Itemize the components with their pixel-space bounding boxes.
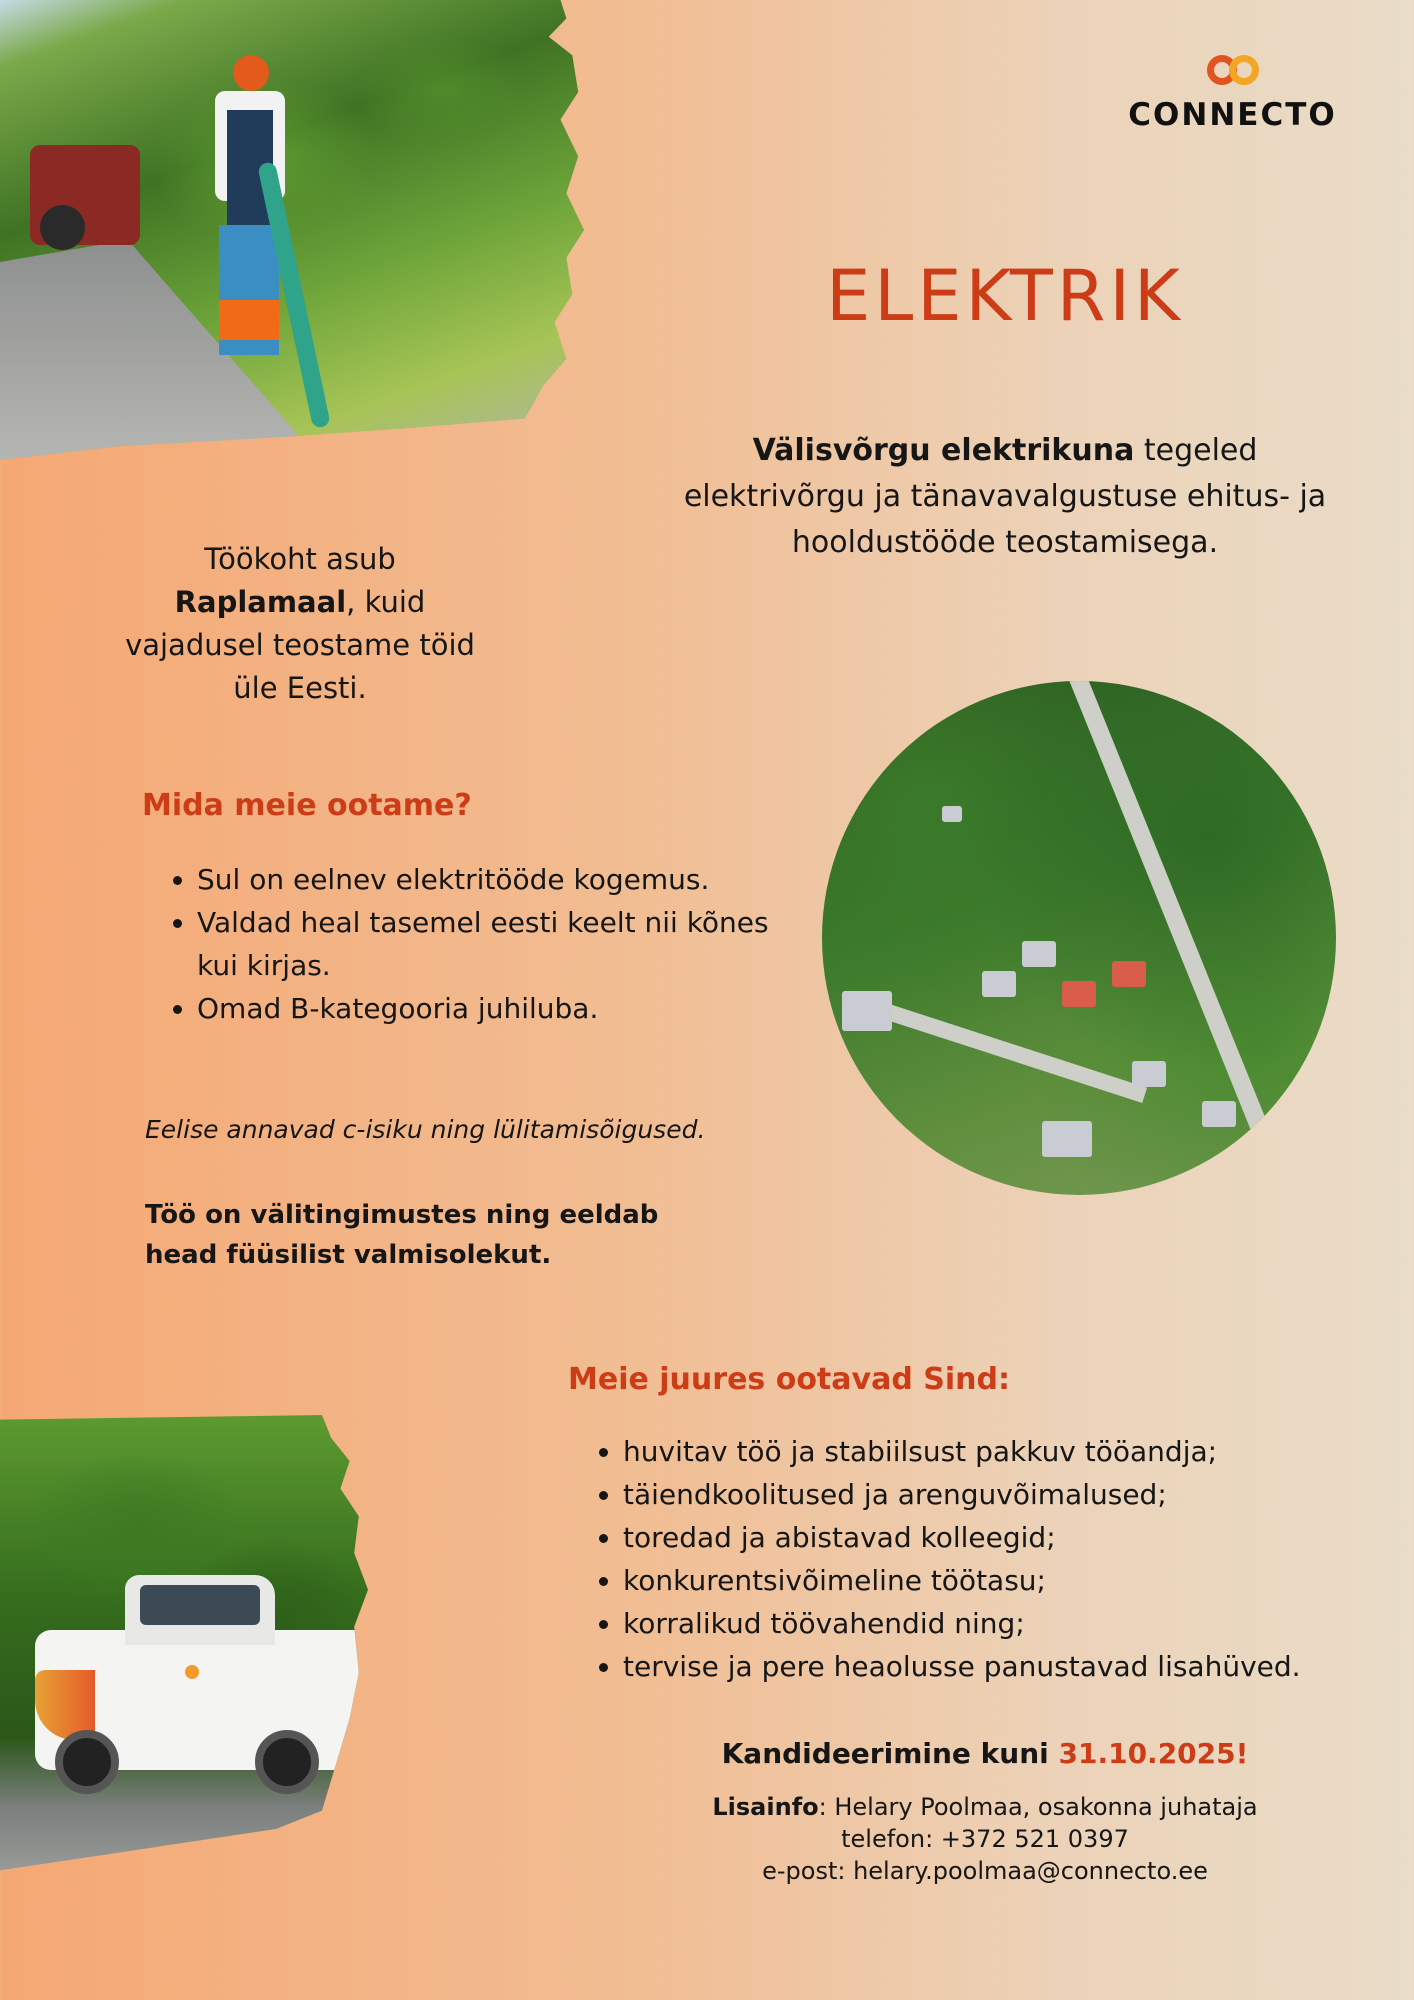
- connecto-logo: [1110, 55, 1355, 145]
- offer-list: [568, 1430, 1414, 1688]
- intro-text: [670, 428, 1340, 566]
- contact-phone[interactable]: telefon: +372 521 0397: [841, 1825, 1129, 1853]
- list-item: • täiendkoolitused ja arenguvõimalused;: [623, 1473, 1414, 1516]
- advantage-note: Eelise annavad c-isiku ning lülitamisõigused.: [145, 1115, 706, 1144]
- pickup-truck-photo: [0, 1415, 460, 1875]
- contact-email[interactable]: e-post: helary.poolmaa@connecto.ee: [762, 1857, 1208, 1885]
- list-item: • korralikud töövahendid ning;: [623, 1602, 1414, 1645]
- list-item: • Omad B-kategooria juhiluba.: [197, 987, 787, 1030]
- brand-name: CONNECTO: [1128, 97, 1337, 133]
- offer-heading: Meie juures ootavad Sind:: [568, 1362, 1010, 1397]
- requirements-list: [142, 858, 787, 1030]
- contact-info: [600, 1791, 1370, 1887]
- location-region: Raplamaal: [174, 585, 347, 619]
- conditions-note: Töö on välitingimustes ning eeldab head füüsilist valmisolekut.: [145, 1200, 659, 1270]
- requirements-heading: Mida meie ootame?: [142, 788, 472, 823]
- aerial-village-photo: [822, 681, 1336, 1195]
- list-item: • Sul on eelnev elektritööde kogemus.: [197, 858, 787, 901]
- intro-bold: Välisvõrgu elektrikuna: [752, 433, 1135, 468]
- application-deadline: Kandideerimine kuni 31.10.2025!: [721, 1737, 1249, 1770]
- contact-label: Lisainfo: [712, 1793, 819, 1821]
- list-item: • konkurentsivõimeline töötasu;: [623, 1559, 1414, 1602]
- intro-rest: tegeled elektrivõrgu ja tänavavalgustuse ehitus- ja hooldustööde teostamisega.: [683, 433, 1327, 560]
- list-item: • Valdad heal tasemel eesti keelt nii kõnes kui kirjas.: [197, 901, 787, 987]
- job-title: ELEKTRIK: [826, 255, 1184, 337]
- list-item: • toredad ja abistavad kolleegid;: [623, 1516, 1414, 1559]
- connecto-logo-icon: [1201, 55, 1265, 93]
- truck-shape: [35, 1630, 385, 1770]
- deadline-date: 31.10.2025!: [1058, 1737, 1249, 1770]
- list-item: • tervise ja pere heaolusse panustavad lisahüved.: [623, 1645, 1414, 1688]
- worker-photo: [0, 0, 590, 460]
- list-item: • huvitav töö ja stabiilsust pakkuv tööandja;: [623, 1430, 1414, 1473]
- tractor-shape: [30, 145, 140, 245]
- contact-person: : Helary Poolmaa, osakonna juhataja: [818, 1793, 1258, 1821]
- location-text: Töökoht asub Raplamaal, kuid vajadusel teostame töid üle Eesti.: [125, 542, 475, 705]
